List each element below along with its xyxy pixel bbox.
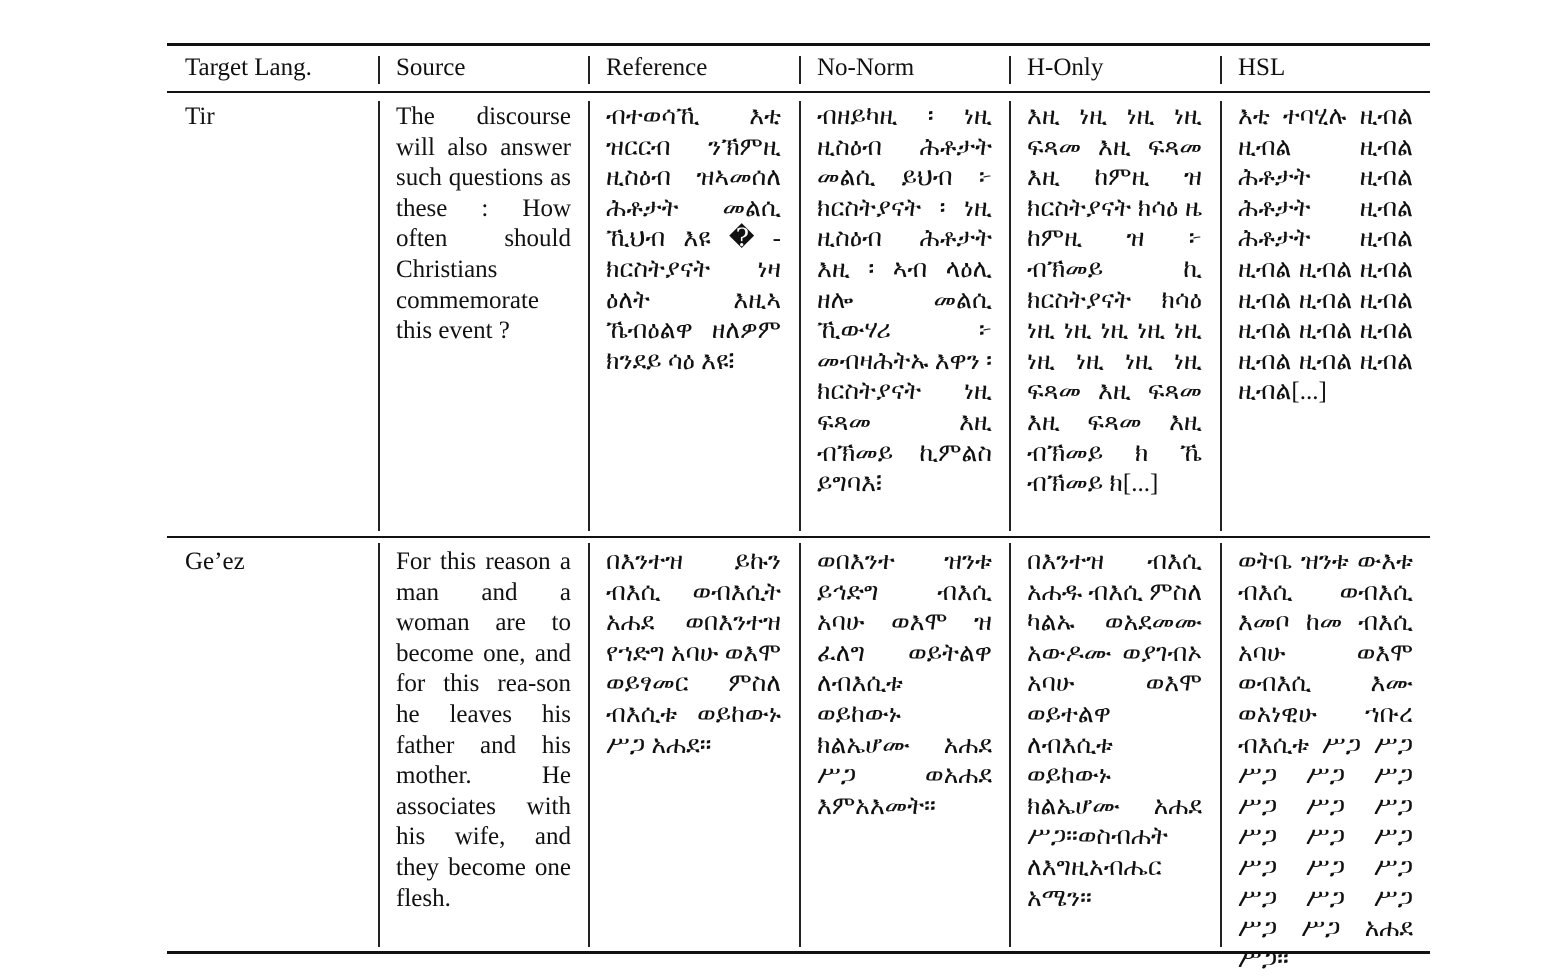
row-geez-reference: በእንተዝ ይኩን ብእሲ ወብእሲት አሐደ ወበእንተዝ የኀድግ አባሁ ወእሞ ወይፃመር ምስለ ብእሲቱ ወይከውኑ ሥጋ አሐደ።: [606, 548, 781, 759]
column-divider: [1009, 101, 1011, 531]
row-tir-reference: ብተወሳኺ እቲ ዝርርብ ንኽምዚ ዚስዕብ ዝኣመሰለ ሕቶታት መልሲ ኺህብ እዩ � - ክርስትያናት ነዛ ዕለት እዚኣ ኼብዕልዋ ዘለዎም ክንደይ ሳዕ እዩ፧: [606, 103, 781, 375]
header-rule: [167, 91, 1430, 93]
header-divider: [1009, 56, 1011, 84]
header-reference: Reference: [606, 54, 708, 81]
column-divider: [1009, 543, 1011, 947]
header-h-only: H-Only: [1027, 54, 1104, 81]
top-rule: [167, 43, 1430, 46]
column-divider: [588, 101, 590, 531]
column-divider: [588, 543, 590, 947]
row-tir-source: The discourse will also answer such questions as these : How often should Christians commemorate this event ?: [396, 103, 571, 345]
row-geez-h-only: በእንተዝ ብእሲ አሐዱ ብእሲ ምስለ ካልኡ ወአደመሙ አውዶሙ ወያገብኦ አባሁ ወእሞ ወይተልዋ ለብእሲቱ ወይከውኑ ክልኤሆሙ አሐደ ሥጋ።ወስብሐት ለእግዚአብሔር አሜን።: [1027, 548, 1203, 912]
header-divider: [588, 56, 590, 84]
column-divider: [1220, 101, 1222, 531]
row-tir-hsl: እቲ ተባሂሉ ዚብል ዚብል ዚብል ሕቶታት ዚብል ሕቶታት ዚብል ሕቶታት ዚብል ዚብል ዚብል ዚብል ዚብል ዚብል ዚብል ዚብል ዚብል ዚብል ዚብል ዚብል ዚብል ዚብል[...]: [1238, 103, 1413, 406]
header-divider: [378, 56, 380, 84]
column-divider: [799, 543, 801, 947]
row-geez-no-norm: ወበእንተ ዝንቱ ይኅድግ ብእሲ አባሁ ወእሞ ዝ ፈለግ ወይትልዋ ለብእሲቱ ወይከውኑ ክልኤሆሙ አሐደ ሥጋ ወአሐደ እምአእመት።: [817, 548, 992, 820]
header-divider: [799, 56, 801, 84]
header-target-lang: Target Lang.: [185, 54, 312, 81]
column-divider: [378, 101, 380, 531]
results-table: [167, 43, 1430, 973]
header-hsl: HSL: [1238, 54, 1286, 81]
row-geez-lang: Ge’ez: [185, 548, 245, 575]
header-divider: [1220, 56, 1222, 84]
column-divider: [378, 543, 380, 947]
row-geez-hsl: ወትቤ ዝንቱ ውእቱ ብእሲ ወብእሲ እመቦ ከመ ብእሲ አባሁ ወእሞ ወብእሲ እሙ ወአነዊሁ ኀቡረ ብእሲቱ ሥጋ ሥጋ ሥጋ ሥጋ ሥጋ ሥጋ ሥጋ ሥጋ ሥጋ ሥጋ ሥጋ ሥጋ ሥጋ ሥጋ ሥጋ ሥጋ ሥጋ ሥጋ ሥጋ አሐደ ሥጋ።: [1238, 548, 1413, 973]
header-source: Source: [396, 54, 466, 81]
header-no-norm: No-Norm: [817, 54, 915, 81]
row-geez-source: For this reason a man and a woman are to become one, and for this rea-son he leaves his father and his mother. He associates with his wife, and they become one flesh.: [396, 548, 571, 912]
column-divider: [799, 101, 801, 531]
row-tir-no-norm: ብዘይካዚ ፡ ነዚ ዚስዕብ ሕቶታት መልሲ ይህብ ፦ ክርስትያናት ፡ ነዚ ዚስዕብ ሕቶታት እዚ ፡ ኣብ ላዕሊ ዘሎ መልሲ ኺውሃሪ ፦ መብዛሕትኡ እዋን ፡ ክርስትያናት ነዚ ፍጻመ እዚ ብኽመይ ኪምልስ ይግባእ፧: [817, 103, 993, 498]
column-divider: [1220, 543, 1222, 947]
row-tir-h-only: እዚ ነዚ ነዚ ነዚ ፍጻመ እዚ ፍጻመ እዚ ከምዚ ዝ ክርስትያናት ክሳዕ ዜ ከምዚ ዝ ፦ ብኽመይ ኪ ክርስትያናት ክሳዕ ነዚ ነዚ ነዚ ነዚ ነዚ ነዚ ነዚ ነዚ ነዚ ፍጻመ እዚ ፍጻመ እዚ ፍጻመ እዚ ብኽመይ ክ ኼ ብኽመይ ክ[...]: [1027, 103, 1202, 498]
row-separator-rule: [167, 536, 1430, 538]
row-tir-lang: Tir: [185, 103, 215, 130]
